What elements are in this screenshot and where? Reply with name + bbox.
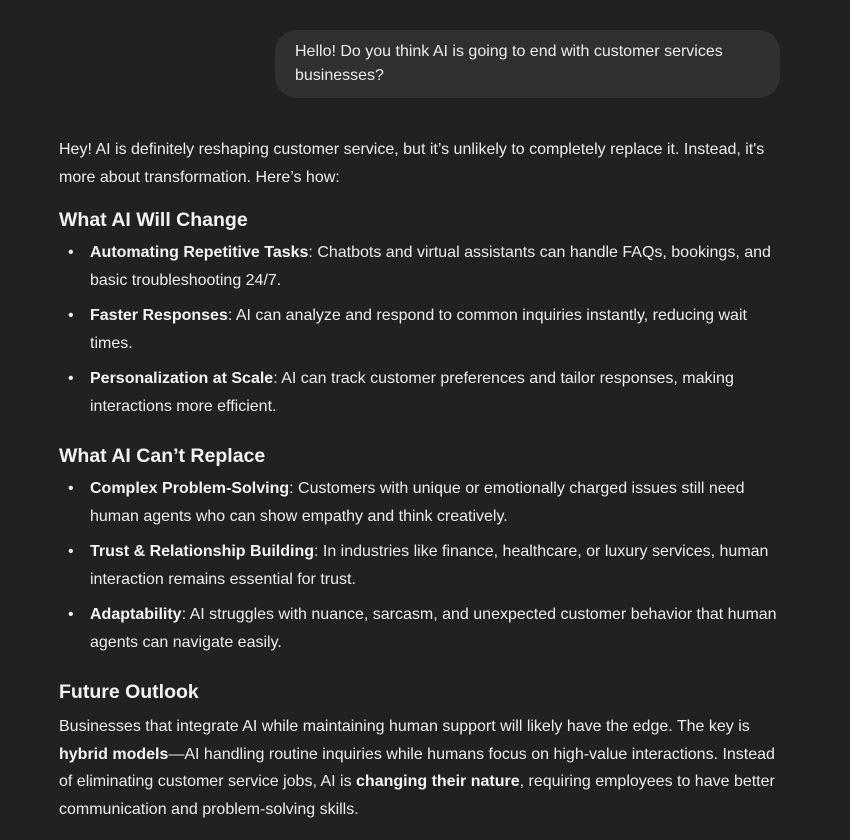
bullet-icon: • <box>68 543 74 560</box>
list-item-text: : In industries like finance, healthcare, or luxury services, human interaction remains essential for trust. <box>90 543 769 588</box>
outro-text-2: —AI handling routine inquiries while humans focus on high-value interactions. Instead of eliminating customer service jobs, AI is <box>59 745 775 790</box>
bullet-icon: • <box>68 480 74 497</box>
assistant-intro: Hey! AI is definitely reshaping customer service, but it’s unlikely to completely replace it. Instead, it's more about transformation. Here’s how: <box>59 141 765 186</box>
list-item-text: : AI can analyze and respond to common inquiries instantly, reducing wait times. <box>90 307 747 352</box>
section-heading-what-ai-will-change: What AI Will Change <box>59 209 248 231</box>
bullet-icon: • <box>68 307 74 324</box>
user-message-text: Hello! Do you think AI is going to end with customer services businesses? <box>295 43 723 84</box>
list-item-title: Complex Problem-Solving <box>90 480 290 497</box>
bullet-icon: • <box>68 370 74 387</box>
list-item-title: Faster Responses <box>90 307 228 324</box>
outro-bold-hybrid-models: hybrid models <box>59 745 169 763</box>
outro-text-3: , requiring employees to have better communication and problem-solving skills. <box>59 773 775 818</box>
list-item-text: : Chatbots and virtual assistants can handle FAQs, bookings, and basic troubleshooting 24/7. <box>90 244 771 289</box>
list-what-ai-cant-replace <box>59 475 789 656</box>
list-item <box>68 365 789 420</box>
list-item-text: : Customers with unique or emotionally charged issues still need human agents who can show empathy and think creatively. <box>90 480 745 525</box>
future-outlook-paragraph <box>59 713 789 823</box>
bullet-icon: • <box>68 606 74 623</box>
list-item <box>68 302 789 357</box>
list-item-text: : AI can track customer preferences and tailor responses, making interactions more efficient. <box>90 370 734 415</box>
section-heading-future-outlook: Future Outlook <box>59 681 199 703</box>
list-item-title: Trust & Relationship Building <box>90 543 314 560</box>
list-item-title: Automating Repetitive Tasks <box>90 244 309 261</box>
list-item <box>68 239 789 294</box>
assistant-message <box>59 136 789 823</box>
list-item-text: : AI struggles with nuance, sarcasm, and unexpected customer behavior that human agents can navigate easily. <box>90 606 777 651</box>
outro-text-1: Businesses that integrate AI while maintaining human support will likely have the edge. The key is <box>59 718 750 735</box>
outro-bold-changing-their-nature: changing their nature <box>356 773 520 790</box>
list-item-title: Adaptability <box>90 606 182 623</box>
list-item <box>68 601 789 656</box>
list-what-ai-will-change <box>59 239 789 420</box>
section-heading-what-ai-cant-replace: What AI Can’t Replace <box>59 445 266 467</box>
user-message-bubble <box>275 30 780 98</box>
list-item <box>68 475 789 530</box>
bullet-icon: • <box>68 244 74 261</box>
list-item <box>68 538 789 593</box>
list-item-title: Personalization at Scale <box>90 370 274 387</box>
